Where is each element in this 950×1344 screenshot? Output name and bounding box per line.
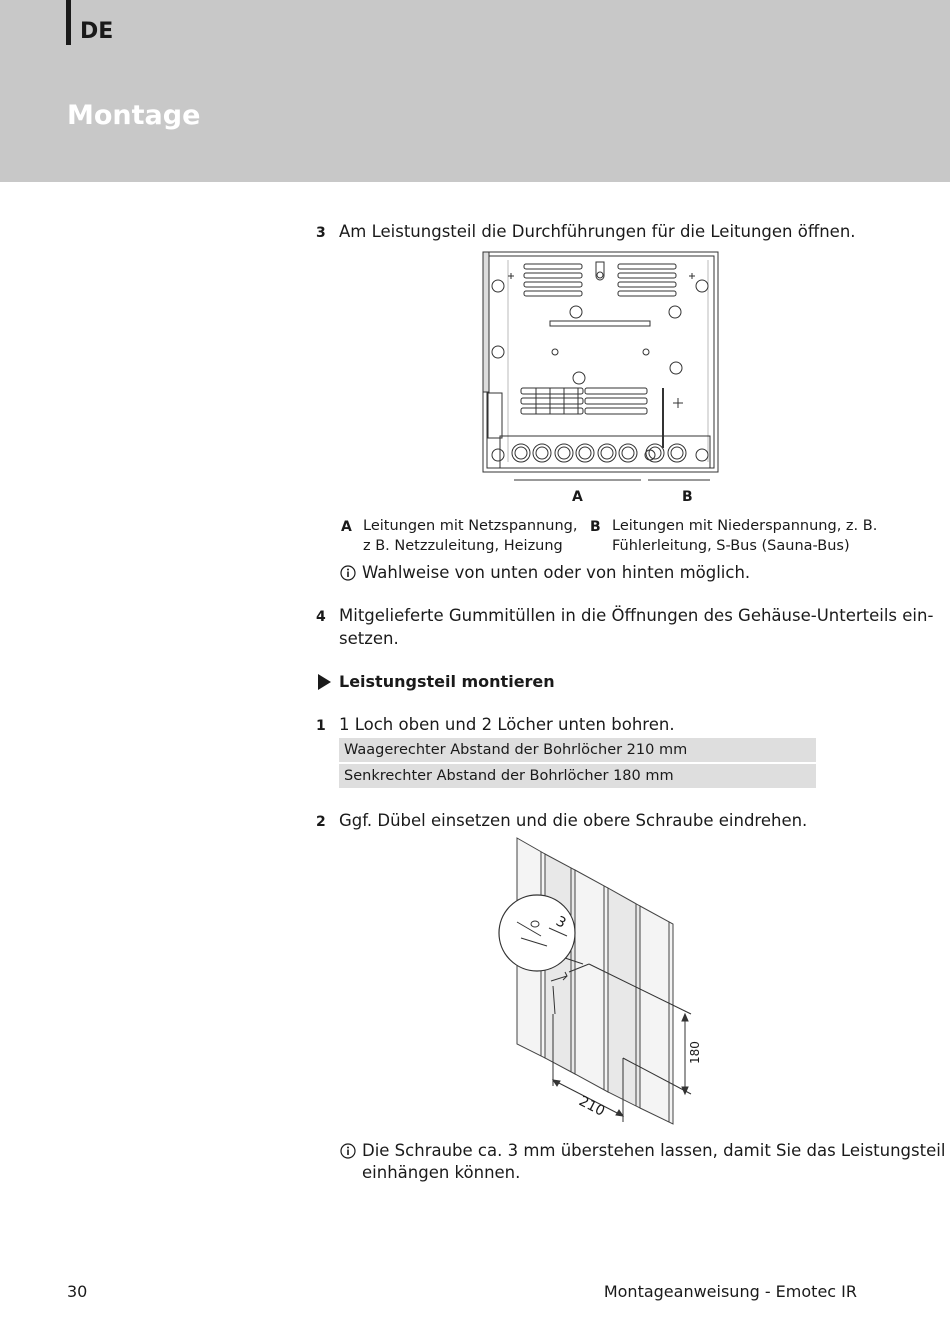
info-text: Wahlweise von unten oder von hinten möglich. — [362, 563, 751, 582]
horizontal-distance-dimension: 210 — [576, 1093, 608, 1120]
legend-letter-b: B — [590, 519, 601, 535]
screw-protrusion-dimension: 3 — [553, 913, 569, 932]
legend-b-line1: Leitungen mit Niederspannung, z. B. — [612, 518, 878, 534]
wall-mounting-diagram — [495, 836, 710, 1126]
figure-label-a: A — [572, 489, 583, 505]
language-marker-bar — [66, 0, 71, 45]
step-number: 2 — [316, 814, 326, 830]
document-title: Montageanweisung - Emotec IR — [603, 1282, 857, 1301]
legend-a-line2: z B. Netzzuleitung, Heizung — [363, 538, 563, 554]
info-icon — [340, 565, 356, 581]
step-text: Am Leistungsteil die Durchführungen für die Leitungen öffnen. — [339, 222, 856, 241]
page-title: Montage — [67, 100, 201, 131]
page-number: 30 — [67, 1282, 88, 1301]
play-arrow-icon — [318, 674, 332, 690]
power-unit-diagram — [478, 248, 728, 508]
info-text-line1: Die Schraube ca. 3 mm überstehen lassen, damit Sie das Leistungsteil — [362, 1141, 946, 1160]
page-header — [0, 0, 950, 182]
step-text: Ggf. Dübel einsetzen und die obere Schraube eindrehen. — [339, 811, 808, 830]
spec-row: Senkrechter Abstand der Bohrlöcher 180 mm — [339, 764, 816, 788]
step-number: 3 — [316, 225, 326, 241]
language-code: DE — [80, 19, 114, 44]
spec-table — [339, 738, 816, 790]
step-number: 4 — [316, 609, 326, 625]
spec-row: Waagerechter Abstand der Bohrlöcher 210 mm — [339, 738, 816, 762]
legend-a-line1: Leitungen mit Netzspannung, — [363, 518, 578, 534]
step-text-line1: Mitgelieferte Gummitüllen in die Öffnungen des Gehäuse-Unterteils ein- — [339, 606, 934, 625]
info-text-line2: einhängen können. — [362, 1163, 521, 1182]
step-text-line2: setzen. — [339, 629, 399, 648]
step-number: 1 — [316, 718, 326, 734]
info-icon — [340, 1143, 356, 1159]
figure-label-b: B — [682, 489, 693, 505]
step-text: 1 Loch oben und 2 Löcher unten bohren. — [339, 715, 675, 734]
section-heading: Leistungsteil montieren — [339, 672, 555, 691]
legend-letter-a: A — [341, 519, 352, 535]
legend-b-line2: Fühlerleitung, S-Bus (Sauna-Bus) — [612, 538, 850, 554]
vertical-distance-dimension: 180 — [688, 1041, 702, 1064]
